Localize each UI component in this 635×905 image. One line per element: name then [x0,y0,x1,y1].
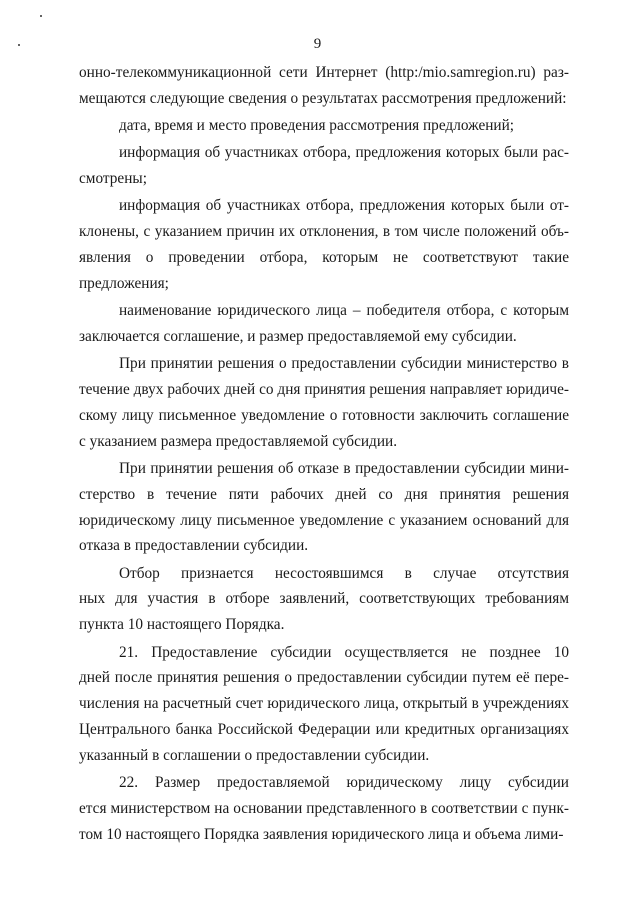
text-line: стерство в течение пяти рабочих дней со дня принятия решения [79,485,569,503]
text-line: ется министерством на основании представленного в соответствии с пунк- [79,799,569,817]
paragraph [79,193,569,296]
text-line: наименование юридического лица – победителя отбора, с которым [119,302,569,320]
text-line: юридическому лицу письменное уведомление с указанием оснований для [79,511,569,529]
text-line: числения на расчетный счет юридического лица, открытый в учреждениях [79,695,569,713]
paragraph [79,351,569,454]
text-line: пункта 10 настоящего Порядка. [79,616,285,634]
text-line: При принятии решения об отказе в предоставлении субсидии мини- [119,459,569,477]
text-line: предложения; [79,274,169,292]
paragraph [79,770,569,847]
paragraph [79,456,569,559]
text-line: том 10 настоящего Порядка заявления юридического лица и объема лими- [79,825,564,843]
text-line: явления о проведении отбора, которым не соответствуют такие [79,249,569,267]
body-text [79,60,569,849]
text-line: мещаются следующие сведения о результатах рассмотрения предложений: [79,89,567,107]
text-line: дата, время и место проведения рассмотрения предложений; [119,117,515,135]
text-line: дней после принятия решения о предоставлении субсидии путем её пере- [79,669,569,687]
text-line: указанный в соглашении о предоставлении субсидии. [79,746,430,764]
text-line: Центрального банка Российской Федерации или кредитных организациях [79,720,569,738]
text-line: онно-телекоммуникационной сети Интернет (http:/mio.samregion.ru) раз- [79,64,569,81]
text-line: с указанием размера предоставляемой субсидии. [79,432,398,450]
text-line: При принятии решения о предоставлении субсидии министерство в [119,355,569,373]
text-line: клонены, с указанием причин их отклонения, в том числе положений объ- [79,223,569,241]
paragraph [79,60,569,112]
page-number: 9 [313,36,322,52]
paragraph [79,561,569,638]
text-line: отказа в предоставлении субсидии. [79,537,309,555]
text-line: заключается соглашение, и размер предоставляемой ему субсидии. [79,327,517,345]
paragraph [79,640,569,769]
paragraph [79,298,569,350]
text-line: течение двух рабочих дней со дня принятия решения направляет юридиче- [79,381,569,399]
text-line: информация об участниках отбора, предложения которых были от- [119,197,569,215]
text-line: 21. Предоставление субсидии осуществляется не позднее 10 [119,643,569,661]
text-line: информация об участниках отбора, предложения которых были рас- [119,144,569,162]
text-line: ных для участия в отборе заявлений, соответствующих требованиям [79,590,569,608]
scan-speck [40,15,42,17]
paragraph [79,140,569,192]
text-line: Отбор признается несостоявшимся в случае отсутствия [119,564,569,582]
text-line: скому лицу письменное уведомление о готовности заключить соглашение [79,406,569,424]
paragraph [79,113,569,139]
text-line: 22. Размер предоставляемой юридическому лицу субсидии [119,774,569,792]
text-line: смотрены; [79,170,147,188]
